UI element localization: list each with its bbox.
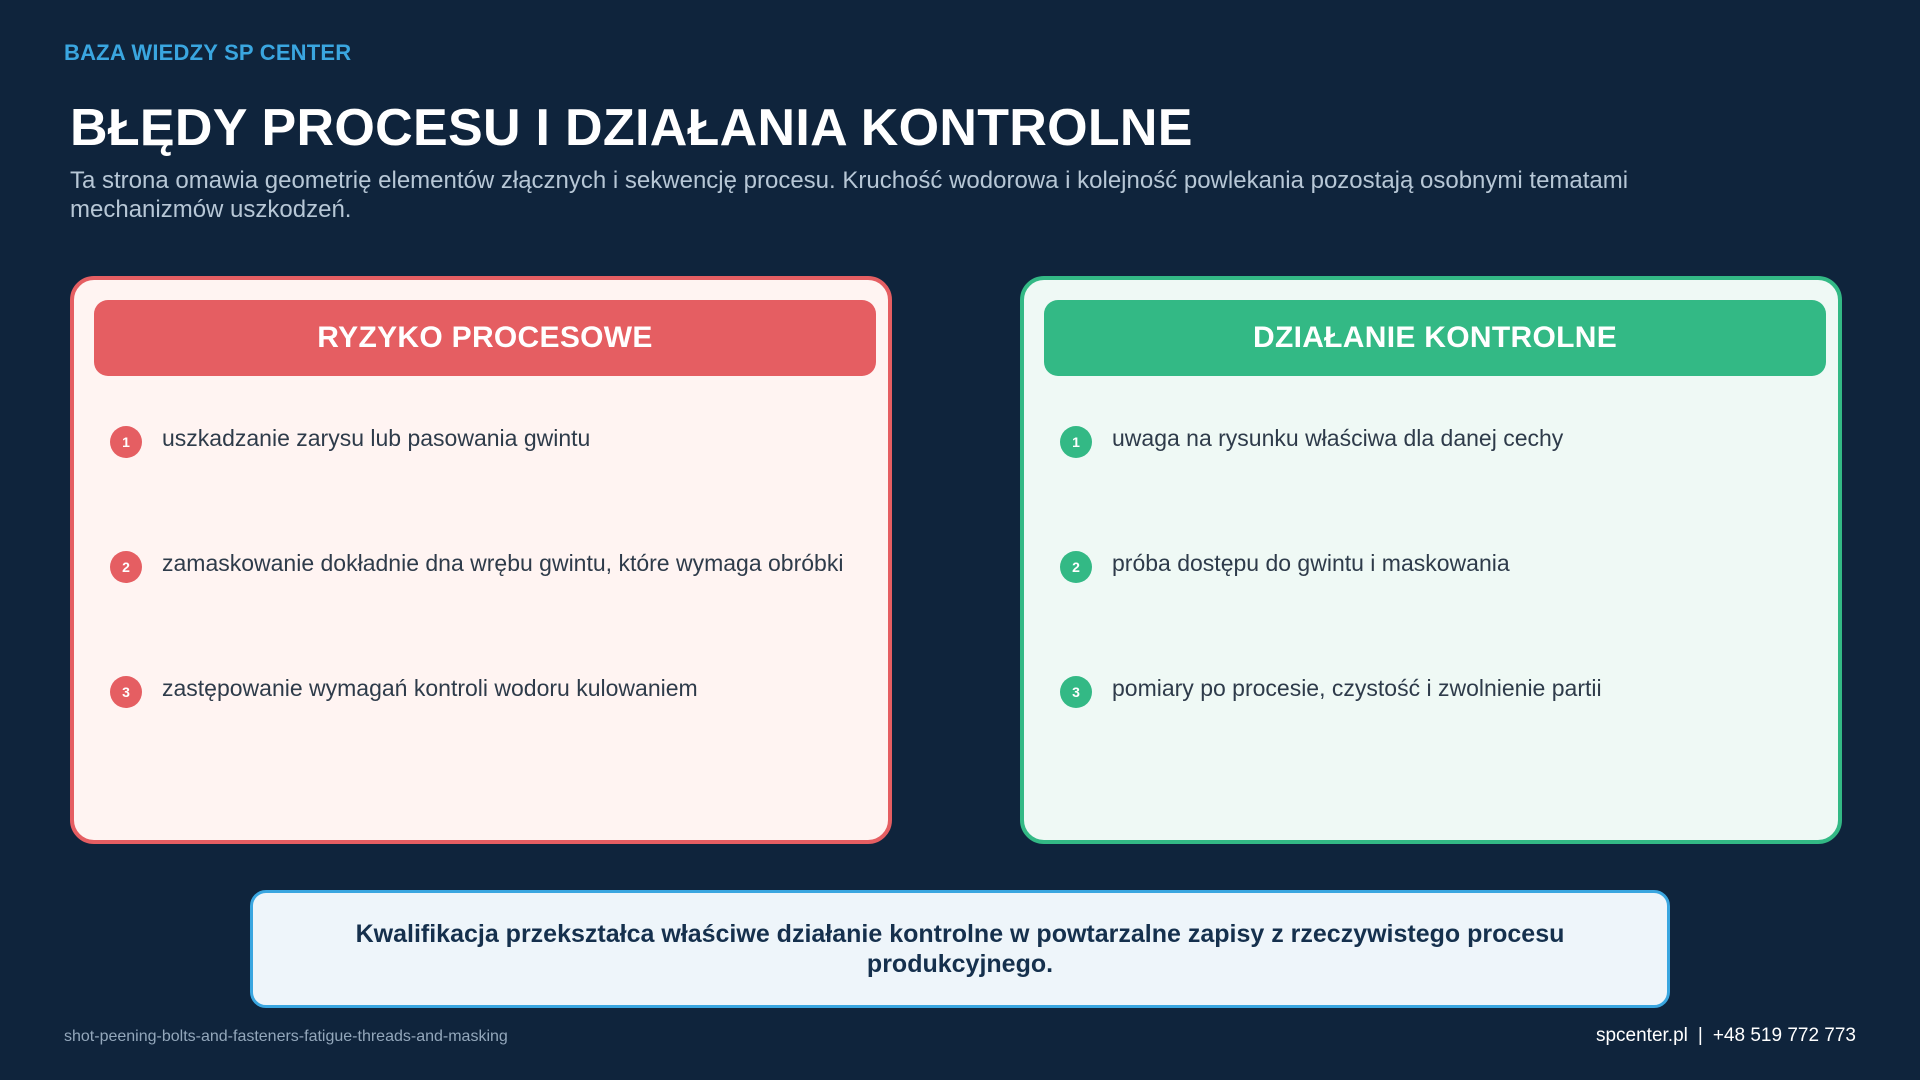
number-badge: 3 xyxy=(1060,676,1092,708)
control-item-2 xyxy=(1060,549,1800,583)
number-badge: 3 xyxy=(110,676,142,708)
callout-text: Kwalifikacja przekształca właściwe działanie kontrolne w powtarzalne zapisy z rzeczywistego procesu produkcyjnego. xyxy=(355,920,1565,978)
risk-item-3 xyxy=(110,674,850,708)
number-badge: 2 xyxy=(1060,551,1092,583)
risk-item-text: zastępowanie wymagań kontroli wodoru kulowaniem xyxy=(162,675,698,701)
page-subtitle: Ta strona omawia geometrię elementów złącznych i sekwencję procesu. Kruchość wodorowa i kolejność powlekania pozostają osobnymi tematami mechanizmów uszkodzeń. xyxy=(70,167,1629,223)
control-item-text: próba dostępu do gwintu i maskowania xyxy=(1112,550,1510,576)
risk-panel-heading: RYZYKO PROCESOWE xyxy=(94,300,876,376)
risk-item-text: uszkadzanie zarysu lub pasowania gwintu xyxy=(162,425,591,451)
number-badge: 2 xyxy=(110,551,142,583)
footer-contact xyxy=(1596,1025,1856,1047)
risk-item-text: zamaskowanie dokładnie dna wrębu gwintu, które wymaga obróbki xyxy=(162,550,844,576)
control-item-1 xyxy=(1060,424,1800,458)
page-title: BŁĘDY PROCESU I DZIAŁANIA KONTROLNE xyxy=(70,99,1193,157)
summary-callout xyxy=(250,890,1670,1008)
footer-slug: shot-peening-bolts-and-fasteners-fatigue-threads-and-masking xyxy=(64,1028,508,1045)
footer-separator: | xyxy=(1697,1025,1703,1046)
number-badge: 1 xyxy=(110,426,142,458)
control-item-3 xyxy=(1060,674,1800,708)
risk-item-1 xyxy=(110,424,850,458)
control-item-text: pomiary po procesie, czystość i zwolnienie partii xyxy=(1112,675,1602,701)
control-panel xyxy=(1020,276,1842,844)
risk-item-2 xyxy=(110,549,850,583)
risk-panel xyxy=(70,276,892,844)
footer-phone: +48 519 772 773 xyxy=(1712,1025,1856,1046)
control-item-text: uwaga na rysunku właściwa dla danej cechy xyxy=(1112,425,1564,451)
number-badge: 1 xyxy=(1060,426,1092,458)
footer-website: spcenter.pl xyxy=(1595,1025,1688,1046)
control-panel-heading: DZIAŁANIE KONTROLNE xyxy=(1044,300,1826,376)
kicker-label: BAZA WIEDZY SP CENTER xyxy=(64,40,352,65)
